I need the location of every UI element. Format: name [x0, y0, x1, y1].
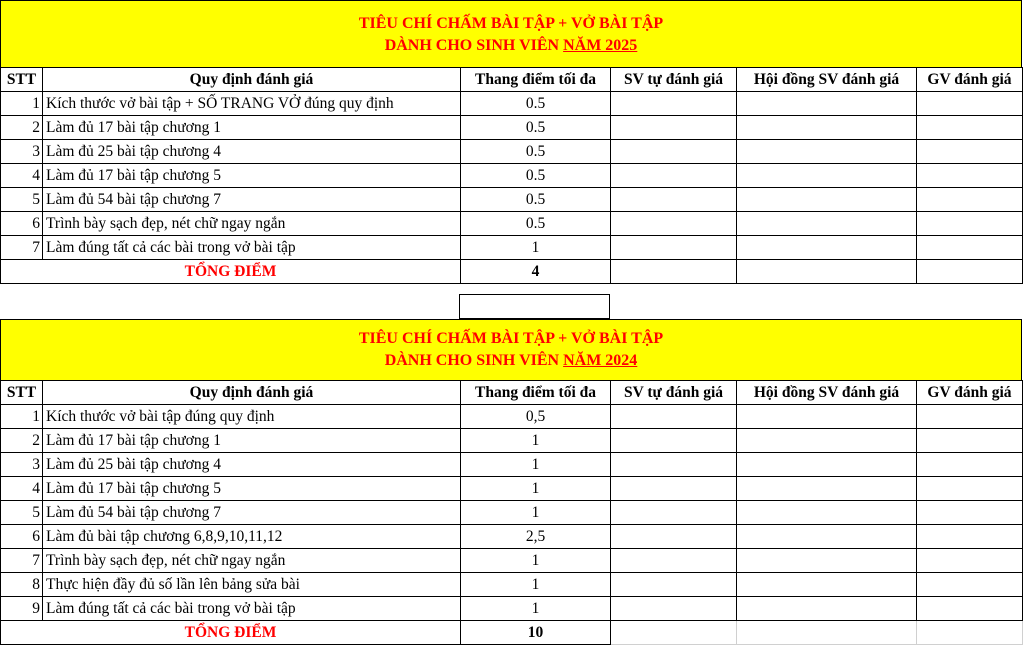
cell-stt[interactable]: 2	[1, 429, 43, 453]
cell-max-score[interactable]: 0.5	[461, 92, 611, 116]
cell-rule[interactable]: Làm đủ 17 bài tập chương 5	[43, 477, 461, 501]
cell-stt[interactable]: 8	[1, 573, 43, 597]
cell-self-eval[interactable]	[611, 621, 737, 645]
cell-council-eval[interactable]	[737, 597, 917, 621]
header-council-eval[interactable]: Hội đồng SV đánh giá	[737, 68, 917, 92]
table-row	[1, 236, 1023, 260]
cell-max-score[interactable]: 0.5	[461, 164, 611, 188]
cell-rule[interactable]: Kích thước vở bài tập + SỐ TRANG VỞ đúng quy định	[43, 92, 461, 116]
cell-teacher-eval[interactable]	[917, 549, 1023, 573]
cell-council-eval[interactable]	[737, 429, 917, 453]
cell-rule[interactable]: Làm đủ 54 bài tập chương 7	[43, 501, 461, 525]
header-max-score[interactable]: Thang điểm tối đa	[461, 68, 611, 92]
cell-stt[interactable]: 1	[1, 405, 43, 429]
cell-council-eval[interactable]	[737, 116, 917, 140]
cell-self-eval[interactable]	[611, 477, 737, 501]
cell-max-score[interactable]: 0.5	[461, 188, 611, 212]
cell-teacher-eval[interactable]	[917, 621, 1023, 645]
header-teacher-eval[interactable]: GV đánh giá	[917, 381, 1023, 405]
criteria-table-2025	[0, 67, 1023, 284]
cell-stt[interactable]: 5	[1, 501, 43, 525]
cell-teacher-eval[interactable]	[917, 116, 1023, 140]
cell-self-eval[interactable]	[611, 92, 737, 116]
cell-teacher-eval[interactable]	[917, 573, 1023, 597]
cell-rule[interactable]: Trình bày sạch đẹp, nét chữ ngay ngắn	[43, 212, 461, 236]
table-row	[1, 453, 1023, 477]
header-rule[interactable]: Quy định đánh giá	[43, 68, 461, 92]
cell-rule[interactable]: Thực hiện đầy đủ số lần lên bảng sửa bài	[43, 573, 461, 597]
cell-council-eval[interactable]	[737, 549, 917, 573]
cell-council-eval[interactable]	[737, 405, 917, 429]
cell-teacher-eval[interactable]	[917, 405, 1023, 429]
header-rule[interactable]: Quy định đánh giá	[43, 381, 461, 405]
total-row	[1, 621, 1023, 645]
header-max-score[interactable]: Thang điểm tối đa	[461, 381, 611, 405]
table-row	[1, 116, 1023, 140]
cell-stt[interactable]: 6	[1, 212, 43, 236]
table-row	[1, 525, 1023, 549]
header-stt[interactable]: STT	[1, 381, 43, 405]
table-row	[1, 477, 1023, 501]
table-row	[1, 405, 1023, 429]
cell-stt[interactable]: 7	[1, 236, 43, 260]
title-2025-line1: TIÊU CHÍ CHẤM BÀI TẬP + VỞ BÀI TẬP	[358, 15, 664, 32]
cell-self-eval[interactable]	[611, 188, 737, 212]
cell-council-eval[interactable]	[737, 212, 917, 236]
table-row	[1, 212, 1023, 236]
cell-rule[interactable]: Làm đúng tất cả các bài trong vở bài tập	[43, 236, 461, 260]
cell-stt[interactable]: 9	[1, 597, 43, 621]
table-row	[1, 92, 1023, 116]
cell-max-score[interactable]: 1	[461, 597, 611, 621]
cell-rule[interactable]: Làm đủ 54 bài tập chương 7	[43, 188, 461, 212]
cell-rule[interactable]: Làm đủ 17 bài tập chương 5	[43, 164, 461, 188]
total-label[interactable]: TỔNG ĐIỂM	[1, 260, 461, 284]
cell-rule[interactable]: Làm đủ bài tập chương 6,8,9,10,11,12	[43, 525, 461, 549]
header-row	[1, 381, 1023, 405]
cell-teacher-eval[interactable]	[917, 212, 1023, 236]
cell-rule[interactable]: Làm đủ 25 bài tập chương 4	[43, 453, 461, 477]
title-2025-line2: DÀNH CHO SINH VIÊN NĂM 2025	[384, 37, 638, 54]
cell-rule[interactable]: Trình bày sạch đẹp, nét chữ ngay ngắn	[43, 549, 461, 573]
cell-self-eval[interactable]	[611, 549, 737, 573]
cell-council-eval[interactable]	[737, 477, 917, 501]
header-row	[1, 68, 1023, 92]
cell-council-eval[interactable]	[737, 236, 917, 260]
cell-stt[interactable]: 2	[1, 116, 43, 140]
empty-cell[interactable]	[459, 294, 610, 319]
cell-council-eval[interactable]	[737, 453, 917, 477]
cell-council-eval[interactable]	[737, 188, 917, 212]
cell-teacher-eval[interactable]	[917, 140, 1023, 164]
cell-self-eval[interactable]	[611, 140, 737, 164]
table-row	[1, 501, 1023, 525]
total-row	[1, 260, 1023, 284]
cell-stt[interactable]: 4	[1, 164, 43, 188]
header-teacher-eval[interactable]: GV đánh giá	[917, 68, 1023, 92]
cell-self-eval[interactable]	[611, 429, 737, 453]
header-stt[interactable]: STT	[1, 68, 43, 92]
cell-max-score[interactable]: 1	[461, 573, 611, 597]
cell-self-eval[interactable]	[611, 453, 737, 477]
cell-council-eval[interactable]	[737, 621, 917, 645]
table-row	[1, 429, 1023, 453]
cell-max-score[interactable]: 0.5	[461, 212, 611, 236]
cell-rule[interactable]: Làm đủ 17 bài tập chương 1	[43, 429, 461, 453]
cell-max-score[interactable]: 1	[461, 477, 611, 501]
cell-stt[interactable]: 3	[1, 453, 43, 477]
cell-max-score[interactable]: 1	[461, 453, 611, 477]
cell-self-eval[interactable]	[611, 116, 737, 140]
cell-teacher-eval[interactable]	[917, 92, 1023, 116]
cell-self-eval[interactable]	[611, 212, 737, 236]
table-row	[1, 597, 1023, 621]
cell-self-eval[interactable]	[611, 236, 737, 260]
cell-teacher-eval[interactable]	[917, 477, 1023, 501]
cell-teacher-eval[interactable]	[917, 501, 1023, 525]
cell-teacher-eval[interactable]	[917, 260, 1023, 284]
cell-stt[interactable]: 6	[1, 525, 43, 549]
cell-rule[interactable]: Làm đúng tất cả các bài trong vở bài tập	[43, 597, 461, 621]
cell-council-eval[interactable]	[737, 573, 917, 597]
total-score[interactable]: 10	[461, 621, 611, 645]
cell-council-eval[interactable]	[737, 501, 917, 525]
total-score[interactable]: 4	[461, 260, 611, 284]
cell-teacher-eval[interactable]	[917, 525, 1023, 549]
cell-max-score[interactable]: 2,5	[461, 525, 611, 549]
cell-council-eval[interactable]	[737, 525, 917, 549]
cell-stt[interactable]: 3	[1, 140, 43, 164]
cell-self-eval[interactable]	[611, 597, 737, 621]
header-self-eval[interactable]: SV tự đánh giá	[611, 68, 737, 92]
table-row	[1, 188, 1023, 212]
cell-max-score[interactable]: 1	[461, 501, 611, 525]
title-2024-line1: TIÊU CHÍ CHẤM BÀI TẬP + VỞ BÀI TẬP	[358, 330, 664, 347]
title-2024-line2: DÀNH CHO SINH VIÊN NĂM 2024	[384, 352, 638, 369]
cell-max-score[interactable]: 0.5	[461, 116, 611, 140]
cell-self-eval[interactable]	[611, 573, 737, 597]
cell-self-eval[interactable]	[611, 525, 737, 549]
cell-teacher-eval[interactable]	[917, 453, 1023, 477]
total-label[interactable]: TỔNG ĐIỂM	[1, 621, 461, 645]
cell-stt[interactable]: 5	[1, 188, 43, 212]
cell-council-eval[interactable]	[737, 92, 917, 116]
cell-rule[interactable]: Làm đủ 17 bài tập chương 1	[43, 116, 461, 140]
cell-stt[interactable]: 7	[1, 549, 43, 573]
cell-teacher-eval[interactable]	[917, 236, 1023, 260]
table-row	[1, 549, 1023, 573]
cell-stt[interactable]: 4	[1, 477, 43, 501]
cell-max-score[interactable]: 1	[461, 549, 611, 573]
cell-max-score[interactable]: 0,5	[461, 405, 611, 429]
title-2024[interactable]	[0, 319, 1022, 381]
cell-council-eval[interactable]	[737, 140, 917, 164]
cell-council-eval[interactable]	[737, 260, 917, 284]
table-row	[1, 164, 1023, 188]
header-self-eval[interactable]: SV tự đánh giá	[611, 381, 737, 405]
cell-max-score[interactable]: 1	[461, 236, 611, 260]
cell-stt[interactable]: 1	[1, 92, 43, 116]
cell-council-eval[interactable]	[737, 164, 917, 188]
cell-teacher-eval[interactable]	[917, 429, 1023, 453]
cell-max-score[interactable]: 1	[461, 429, 611, 453]
cell-self-eval[interactable]	[611, 164, 737, 188]
criteria-table-2024	[0, 380, 1023, 645]
table-row	[1, 573, 1023, 597]
cell-max-score[interactable]: 0.5	[461, 140, 611, 164]
cell-rule[interactable]: Kích thước vở bài tập đúng quy định	[43, 405, 461, 429]
cell-self-eval[interactable]	[611, 405, 737, 429]
title-2025[interactable]	[0, 0, 1022, 68]
cell-self-eval[interactable]	[611, 260, 737, 284]
cell-teacher-eval[interactable]	[917, 597, 1023, 621]
cell-self-eval[interactable]	[611, 501, 737, 525]
cell-teacher-eval[interactable]	[917, 188, 1023, 212]
cell-teacher-eval[interactable]	[917, 164, 1023, 188]
table-row	[1, 140, 1023, 164]
header-council-eval[interactable]: Hội đồng SV đánh giá	[737, 381, 917, 405]
cell-rule[interactable]: Làm đủ 25 bài tập chương 4	[43, 140, 461, 164]
